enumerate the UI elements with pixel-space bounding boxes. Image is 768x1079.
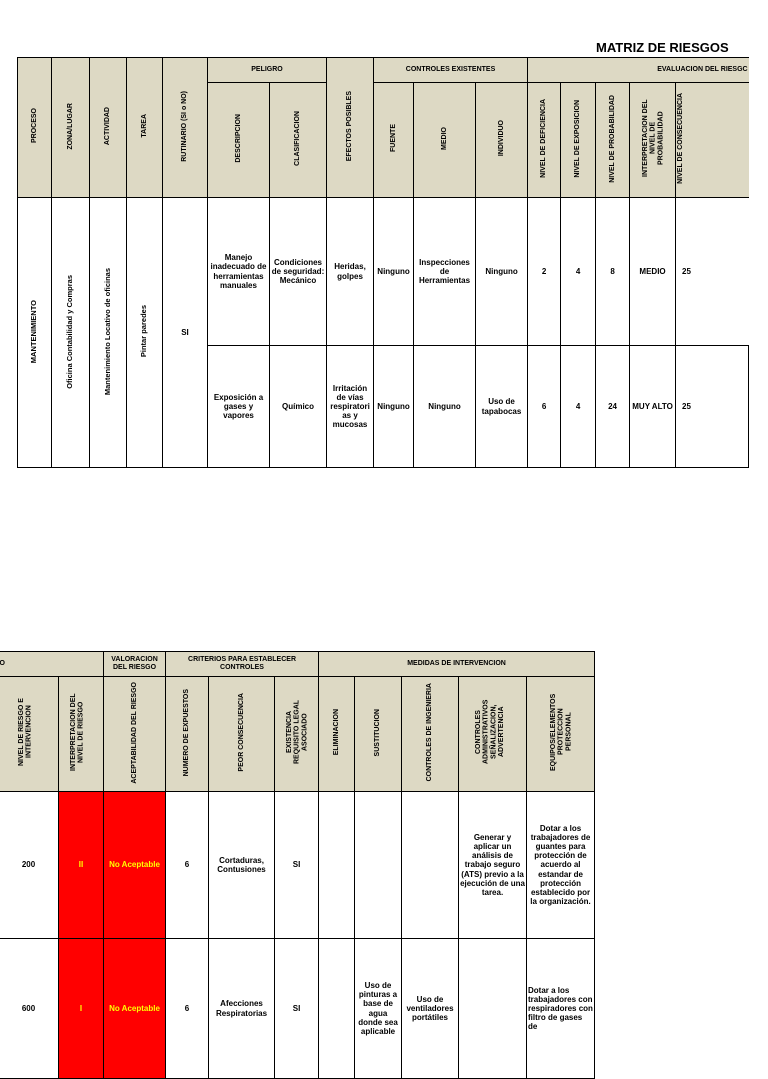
header-individuo: INDIVIDUO xyxy=(476,83,528,198)
cell-expuestos: 6 xyxy=(166,792,209,939)
cell-nivel-riesgo: 600 xyxy=(0,939,59,1079)
cell-aceptabilidad: No Aceptable xyxy=(104,939,166,1079)
header-descripcion: DESCRIPCION xyxy=(208,83,270,198)
table-row xyxy=(0,792,595,939)
cell-administrativos xyxy=(459,939,527,1079)
cell-epp: Dotar a los trabajadores de guantes para protección de acuerdo al estandar de protección establecido por la organización. xyxy=(527,792,595,939)
cell-zona: Oficina Contabilidad y Compras xyxy=(52,198,90,468)
cell-interp-riesgo: I xyxy=(59,939,104,1079)
header-consecuencia: NIVEL DE CONSECUENCIA xyxy=(676,83,749,198)
group-valoracion: VALORACION DEL RIESGO xyxy=(104,652,166,677)
header-fuente: FUENTE xyxy=(374,83,414,198)
cell-ingenieria: Uso de ventiladores portátiles xyxy=(402,939,459,1079)
cell-requisito-legal: SI xyxy=(275,939,319,1079)
cell-exposicion: 4 xyxy=(561,198,596,346)
group-continuation: O xyxy=(0,652,104,677)
cell-peor-consecuencia: Cortaduras, Contusiones xyxy=(209,792,275,939)
cell-epp: Dotar a los trabajadores con respiradores con filtro de gases de xyxy=(527,939,595,1079)
cell-peor-consecuencia: Afecciones Respiratorias xyxy=(209,939,275,1079)
header-proceso: PROCESO xyxy=(18,58,52,198)
cell-eliminacion xyxy=(319,792,355,939)
cell-consecuencia: 25 xyxy=(676,198,749,346)
cell-interp-probabilidad: MUY ALTO xyxy=(630,346,676,468)
cell-proceso: MANTENIMIENTO xyxy=(18,198,52,468)
header-clasificacion: CLASIFICACION xyxy=(270,83,327,198)
header-interp-riesgo: INTERPRETACION DEL NIVEL DE RIESGO xyxy=(59,677,104,792)
header-deficiencia: NIVEL DE DEFICIENCIA xyxy=(528,83,561,198)
header-efectos: EFECTOS POSIBLES xyxy=(327,58,374,198)
cell-descripcion: Exposición a gases y vapores xyxy=(208,346,270,468)
table-row xyxy=(18,198,749,346)
matrix-title: MATRIZ DE RIESGOS xyxy=(596,40,729,55)
cell-medio: Ninguno xyxy=(414,346,476,468)
header-aceptabilidad: ACEPTABILIDAD DEL RIESGO xyxy=(104,677,166,792)
header-nivel-riesgo: NIVEL DE RIESGO E INTERVENCION xyxy=(0,677,59,792)
header-requisito-legal: EXISTENCIA REQUISITO LEGAL ASOCIADO xyxy=(275,677,319,792)
cell-clasificacion: Químico xyxy=(270,346,327,468)
cell-fuente: Ninguno xyxy=(374,198,414,346)
cell-requisito-legal: SI xyxy=(275,792,319,939)
cell-actividad: Mantenimiento Locativo de oficinas xyxy=(90,198,127,468)
cell-probabilidad: 24 xyxy=(596,346,630,468)
cell-efectos: Heridas, golpes xyxy=(327,198,374,346)
header-administrativos: CONTROLES ADMINISTRATIVOS SEÑALIZACION, ADVERTENCIA xyxy=(459,677,527,792)
cell-interp-riesgo: II xyxy=(59,792,104,939)
cell-aceptabilidad: No Aceptable xyxy=(104,792,166,939)
cell-ingenieria xyxy=(402,792,459,939)
cell-efectos: Irritación de vías respiratori as y mucosas xyxy=(327,346,374,468)
header-ingenieria: CONTROLES DE INGENIERIA xyxy=(402,677,459,792)
cell-individuo: Uso de tapabocas xyxy=(476,346,528,468)
header-rutinario: RUTINARIO (SI o NO) xyxy=(163,58,208,198)
header-epp: EQUIPOS/ELEMENTOS PROTECCION PERSONAL xyxy=(527,677,595,792)
cell-administrativos: Generar y aplicar un análisis de trabajo seguro (ATS) previo a la ejecución de una tarea. xyxy=(459,792,527,939)
group-evaluacion: EVALUACION DEL RIESGC xyxy=(528,58,749,83)
header-eliminacion: ELIMINACION xyxy=(319,677,355,792)
cell-medio: Inspecciones de Herramientas xyxy=(414,198,476,346)
risk-matrix-bottom-table xyxy=(0,651,595,1079)
header-zona: ZONA/LUGAR xyxy=(52,58,90,198)
header-medio: MEDIO xyxy=(414,83,476,198)
cell-rutinario: SI xyxy=(163,198,208,468)
cell-expuestos: 6 xyxy=(166,939,209,1079)
cell-clasificacion: Condiciones de seguridad: Mecánico xyxy=(270,198,327,346)
cell-descripcion: Manejo inadecuado de herramientas manuales xyxy=(208,198,270,346)
header-tarea: TAREA xyxy=(127,58,163,198)
cell-individuo: Ninguno xyxy=(476,198,528,346)
cell-nivel-riesgo: 200 xyxy=(0,792,59,939)
cell-sustitucion xyxy=(355,792,402,939)
cell-interp-probabilidad: MEDIO xyxy=(630,198,676,346)
risk-matrix-top-table xyxy=(17,57,749,468)
group-criterios: CRITERIOS PARA ESTABLECER CONTROLES xyxy=(166,652,319,677)
cell-sustitucion: Uso de pinturas a base de agua donde sea aplicable xyxy=(355,939,402,1079)
cell-deficiencia: 2 xyxy=(528,198,561,346)
cell-exposicion: 4 xyxy=(561,346,596,468)
cell-fuente: Ninguno xyxy=(374,346,414,468)
cell-deficiencia: 6 xyxy=(528,346,561,468)
cell-eliminacion xyxy=(319,939,355,1079)
header-exposicion: NIVEL DE EXPOSICION xyxy=(561,83,596,198)
header-probabilidad: NIVEL DE PROBABILIDAD xyxy=(596,83,630,198)
header-peor-consecuencia: PEOR CONSECUENCIA xyxy=(209,677,275,792)
cell-probabilidad: 8 xyxy=(596,198,630,346)
group-medidas: MEDIDAS DE INTERVENCION xyxy=(319,652,595,677)
header-interp-probabilidad: INTERPRETACION DEL NIVEL DE PROBABILIDAD xyxy=(630,83,676,198)
header-actividad: ACTIVIDAD xyxy=(90,58,127,198)
group-peligro: PELIGRO xyxy=(208,58,327,83)
group-controles-existentes: CONTROLES EXISTENTES xyxy=(374,58,528,83)
header-sustitucion: SUSTITUCION xyxy=(355,677,402,792)
header-expuestos: NUMERO DE EXPUESTOS xyxy=(166,677,209,792)
table-row xyxy=(0,939,595,1079)
cell-consecuencia: 25 xyxy=(676,346,749,468)
cell-tarea: Pintar paredes xyxy=(127,198,163,468)
